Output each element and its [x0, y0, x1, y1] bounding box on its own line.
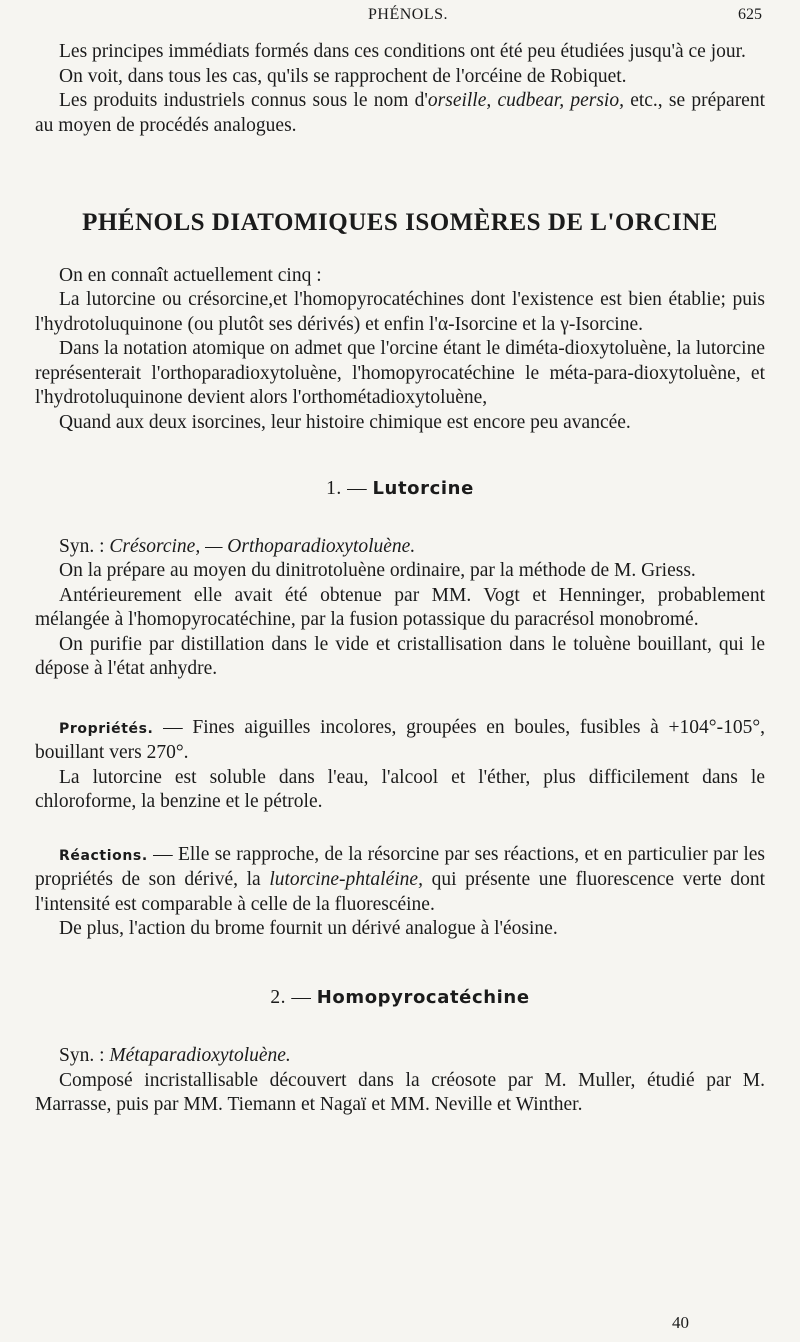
page-body: [35, 40, 765, 1118]
homopyro-name: Homopyrocatéchine: [316, 986, 530, 1008]
intro-3-italic: orseille, cudbear, persio,: [427, 90, 624, 111]
lutorcine-name: Lutorcine: [372, 478, 474, 499]
lutorcine-paragraph-3: On purifie par distillation dans le vide et cristallisation dans le toluène bouillant, qui le dépose à l'état anhydre.: [35, 633, 765, 679]
lutorcine-properties-2: La lutorcine est soluble dans l'eau, l'alcool et l'éther, plus difficilement dans le chloroforme, la benzine et le pétrole.: [35, 766, 765, 812]
lutorcine-synonyms: [35, 535, 765, 560]
lutorcine-number: 1. —: [326, 478, 368, 499]
homopyro-syn-label: Syn. :: [59, 1045, 105, 1066]
signature-mark: 40: [672, 1313, 689, 1332]
syn-value: Crésorcine, — Orthoparadioxytoluène.: [109, 535, 416, 557]
reactions-text-end: qui présente une fluorescence verte dont l'intensité est comparable à celle de la fluorescéine.: [35, 869, 765, 915]
syn-label: Syn. :: [59, 535, 105, 557]
intro-3-text: Les produits industriels connus sous le nom d': [59, 90, 428, 111]
reactions-text: — Elle se rapproche, de la résorcine par ses réactions, et en particulier par les propriétés de son dérivé, la: [35, 843, 766, 890]
intro-paragraph-3: [35, 89, 765, 138]
homopyro-number: 2. —: [270, 986, 312, 1008]
homopyro-synonyms: [35, 1044, 765, 1069]
homopyro-paragraph: Composé incristallisable découvert dans la créosote par M. Muller, étudié par M. Marrasse, puis par MM. Tiemann et Nagaï et MM. Neville et Winther.: [35, 1069, 765, 1115]
reactions-italic: lutorcine-phtaléine,: [269, 869, 423, 890]
page-number: 625: [738, 6, 762, 23]
section-title: PHÉNOLS DIATOMIQUES ISOMÈRES DE L'ORCINE: [82, 209, 718, 236]
section-paragraph-4: Quand aux deux isorcines, leur histoire chimique est encore peu avancée.: [59, 411, 631, 433]
running-title: PHÉNOLS.: [368, 6, 449, 23]
lutorcine-paragraph-2: Antérieurement elle avait été obtenue par MM. Vogt et Henninger, probablement mélangée à l'homopyrocatéchine, par la fusion potassique du paracrésol monobromé.: [35, 584, 765, 630]
intro-paragraph-2: On voit, dans tous les cas, qu'ils se rapprochent de l'orcéine de Robiquet.: [59, 65, 627, 87]
lutorcine-reactions-2: De plus, l'action du brome fournit un dérivé analogue à l'éosine.: [59, 918, 558, 939]
section-paragraph-1: On en connaît actuellement cinq :: [59, 264, 322, 286]
properties-label: Propriétés.: [59, 720, 154, 737]
lutorcine-heading: [35, 477, 765, 502]
lutorcine-paragraph-1: On la prépare au moyen du dinitrotoluène ordinaire, par la méthode de M. Griess.: [59, 560, 696, 581]
running-head: [0, 6, 800, 28]
reactions-label: Réactions.: [59, 847, 148, 864]
homopyrocatechine-heading: [35, 986, 765, 1011]
section-paragraph-2: La lutorcine ou crésorcine,et l'homopyrocatéchines dont l'existence est bien établie; puis l'hydrotoluquinone (ou plutôt ses dérivés) et enfin l'α-Isorcine et la γ-Isorcine.: [35, 289, 765, 335]
homopyro-syn-value: Métaparadioxytoluène.: [109, 1045, 291, 1066]
intro-3-text-end: etc., se préparent au moyen de procédés analogues.: [35, 90, 766, 136]
lutorcine-properties: [35, 716, 765, 766]
section-paragraph-3: Dans la notation atomique on admet que l'orcine étant le diméta-dioxytoluène, la lutorcine représenterait l'orthoparadioxytoluène, l'homopyrocatéchine le méta-para-dioxytoluène, et l'hydrotoluquinone devient alors l'orthométadioxytoluène,: [35, 338, 765, 408]
lutorcine-reactions: [35, 843, 765, 918]
intro-paragraph-1: Les principes immédiats formés dans ces conditions ont été peu étudiées jusqu'à ce jour.: [59, 41, 746, 62]
properties-text: — Fines aiguilles incolores, groupées en boules, fusibles à +104°-105°, bouillant vers 270°.: [35, 716, 765, 763]
